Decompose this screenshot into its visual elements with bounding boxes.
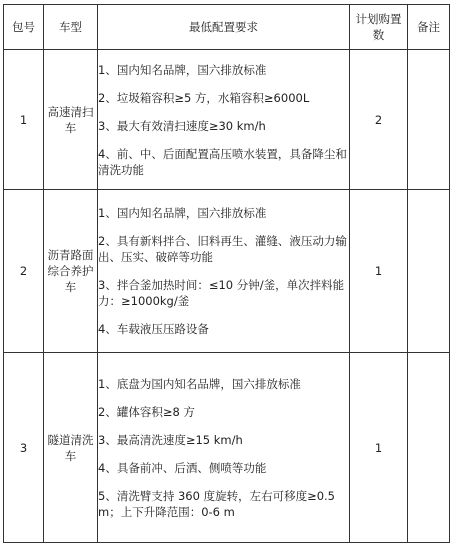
header-planned-qty: 计划购置数 <box>350 5 408 50</box>
package-number: 1 <box>4 50 44 190</box>
vehicle-type: 隧道清洗车 <box>44 353 98 543</box>
planned-quantity: 1 <box>350 353 408 543</box>
requirement-item: 1、国内知名品牌，国六排放标准 <box>98 206 267 220</box>
header-remarks: 备注 <box>408 5 450 50</box>
header-vehicle-type: 车型 <box>44 5 98 50</box>
requirement-item: 5、清洗臂支持 360 度旋转，左右可移度≥0.5 m；上下升降范围：0-6 m <box>98 488 336 519</box>
planned-quantity: 1 <box>350 190 408 353</box>
requirement-item: 4、具备前冲、后洒、侧喷等功能 <box>98 460 267 475</box>
requirement-item: 4、车载液压压路设备 <box>98 322 209 336</box>
requirement-item: 1、底盘为国内知名品牌，国六排放标准 <box>98 376 301 391</box>
requirement-item: 2、垃圾箱容积≥5 方，水箱容积≥6000L <box>98 90 310 105</box>
procurement-table <box>3 4 450 543</box>
table-header-row <box>4 5 450 50</box>
planned-quantity: 2 <box>350 50 408 190</box>
requirements-cell <box>98 353 350 543</box>
table-row <box>4 50 450 190</box>
requirement-item: 3、最大有效清扫速度≥30 km/h <box>98 118 266 133</box>
table-row <box>4 353 450 543</box>
remarks-cell <box>408 50 450 190</box>
header-package-no: 包号 <box>4 5 44 50</box>
vehicle-type: 沥青路面综合养护车 <box>44 190 98 353</box>
requirement-item: 3、最高清洗速度≥15 km/h <box>98 432 243 447</box>
package-number: 2 <box>4 190 44 353</box>
requirement-item: 4、前、中、后面配置高压喷水装置，具备降尘和清洗功能 <box>98 146 347 177</box>
requirements-cell <box>98 50 350 190</box>
requirements-cell <box>98 190 350 353</box>
table-row <box>4 190 450 353</box>
requirement-item: 1、国内知名品牌，国六排放标准 <box>98 62 267 77</box>
requirement-item: 3、拌合釜加热时间：≤10 分钟/釜，单次拌料能力：≥1000kg/釜 <box>98 278 345 308</box>
remarks-cell <box>408 190 450 353</box>
package-number: 3 <box>4 353 44 543</box>
header-min-config: 最低配置要求 <box>98 5 350 50</box>
requirement-item: 2、罐体容积≥8 方 <box>98 404 195 419</box>
remarks-cell <box>408 353 450 543</box>
requirement-item: 2、具有新料拌合、旧料再生、灌缝、液压动力输出、压实、破碎等功能 <box>98 234 347 264</box>
vehicle-type: 高速清扫车 <box>44 50 98 190</box>
